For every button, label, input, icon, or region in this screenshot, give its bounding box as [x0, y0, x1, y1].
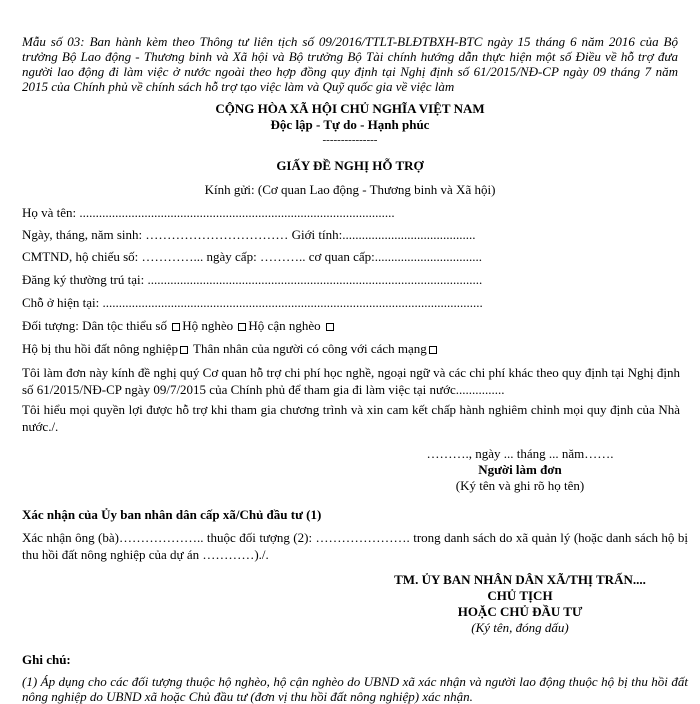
poor-household-checkbox[interactable]: [238, 323, 246, 331]
merit-relative-label: Thân nhân của người có công với cách mạng: [193, 341, 427, 356]
field-gender: Giới tính:.........................................: [288, 227, 476, 242]
poor-household-label: Hộ nghèo: [182, 318, 234, 333]
field-current-address: Chỗ ở hiện tại: .....................................................................................................................: [22, 295, 483, 310]
subject-row-2: [22, 341, 439, 357]
field-full-name: Họ và tên: .................................................................................................: [22, 205, 395, 220]
commitment-paragraph: Tôi hiểu mọi quyền lợi được hỗ trợ khi tham gia chương trình và xin cam kết chấp hành nghiêm chỉnh mọi quy định của Nhà nước./.: [22, 402, 680, 434]
notes-paragraph: (1) Áp dụng cho các đối tượng thuộc hộ nghèo, hộ cận nghèo do UBND xã xác nhận và người lao động thuộc hộ bị thu hồi đất nông nghiệp do UBND xã hoặc Chủ đầu tư (đơn vị thu hồi đất nông nghiệp) xác nhận.: [22, 674, 688, 704]
field-id-document: CMTND, hộ chiếu số: …………... ngày cấp: ……….. cơ quan cấp:.................................: [22, 249, 483, 264]
confirmation-paragraph: Xác nhận ông (bà)……………….. thuộc đối tượng (2): …………………. trong danh sách do xã quản lý (hoặc danh sách hộ bị thu hồi đất nông nghiệp của dự án …………)./.: [22, 530, 688, 562]
applicant-date-line: ………., ngày ... tháng ... năm…….: [426, 446, 614, 461]
authority-sign-note: (Ký tên, đóng dấu): [471, 620, 569, 635]
authority-investor: HOẶC CHỦ ĐẦU TƯ: [457, 604, 583, 619]
applicant-role: Người làm đơn: [478, 462, 562, 477]
land-revoked-label: Hộ bị thu hồi đất nông nghiệp: [22, 341, 178, 356]
land-revoked-checkbox[interactable]: [180, 346, 188, 354]
applicant-sign-note: (Ký tên và ghi rõ họ tên): [455, 478, 585, 493]
form-title: GIẤY ĐỀ NGHỊ HỖ TRỢ: [276, 158, 424, 173]
merit-relative-checkbox[interactable]: [429, 346, 437, 354]
authority-title: TM. ỦY BAN NHÂN DÂN XÃ/THỊ TRẤN....: [394, 572, 646, 587]
subject-row: [22, 318, 336, 334]
ethnic-minority-checkbox[interactable]: [172, 323, 180, 331]
field-permanent-residence: Đăng ký thường trú tại: .......................................................................................................: [22, 272, 483, 287]
request-paragraph: Tôi làm đơn này kính đề nghị quý Cơ quan hỗ trợ chi phí học nghề, ngoại ngữ và các chi phí khác theo quy định tại Nghị định số 61/2015/NĐ-CP ngày 09/7/2015 của Chính phủ để tham gia đi làm việc tại nước...............: [22, 365, 680, 397]
legal-basis-note: Mẫu số 03: Ban hành kèm theo Thông tư liên tịch số 09/2016/TTLT-BLĐTBXH-BTC ngày 15 tháng 6 năm 2016 của Bộ trưởng Bộ Lao động - Thương binh và Xã hội và Bộ trưởng Bộ Tài chính hướng dẫn thực hiện một số Điều về hỗ trợ đưa người lao động đi làm việc ở nước ngoài theo hợp đồng quy định tại Nghị định số 61/2015/NĐ-CP ngày 09 tháng 7 năm 2015 của Chính phủ về chính sách hỗ trợ tạo việc làm và Quỹ quốc gia về việc làm: [22, 34, 678, 94]
national-title: CỘNG HÒA XÃ HỘI CHỦ NGHĨA VIỆT NAM: [215, 101, 485, 116]
national-motto: Độc lập - Tự do - Hạnh phúc: [270, 117, 430, 132]
notes-heading: Ghi chú:: [22, 652, 71, 667]
field-dob: Ngày, tháng, năm sinh: ……………………………: [22, 227, 289, 242]
subject-label: Đối tượng: Dân tộc thiểu số: [22, 318, 167, 333]
confirmation-heading: Xác nhận của Ủy ban nhân dân cấp xã/Chủ đầu tư (1): [22, 507, 322, 522]
authority-chairman: CHỦ TỊCH: [487, 588, 553, 603]
near-poor-household-checkbox[interactable]: [326, 323, 334, 331]
recipient-line: Kính gửi: (Cơ quan Lao động - Thương binh và Xã hội): [204, 182, 496, 197]
field-dob-row: [22, 227, 475, 243]
near-poor-household-label: Hộ cận nghèo: [248, 318, 321, 333]
motto-divider: ---------------: [322, 134, 378, 146]
